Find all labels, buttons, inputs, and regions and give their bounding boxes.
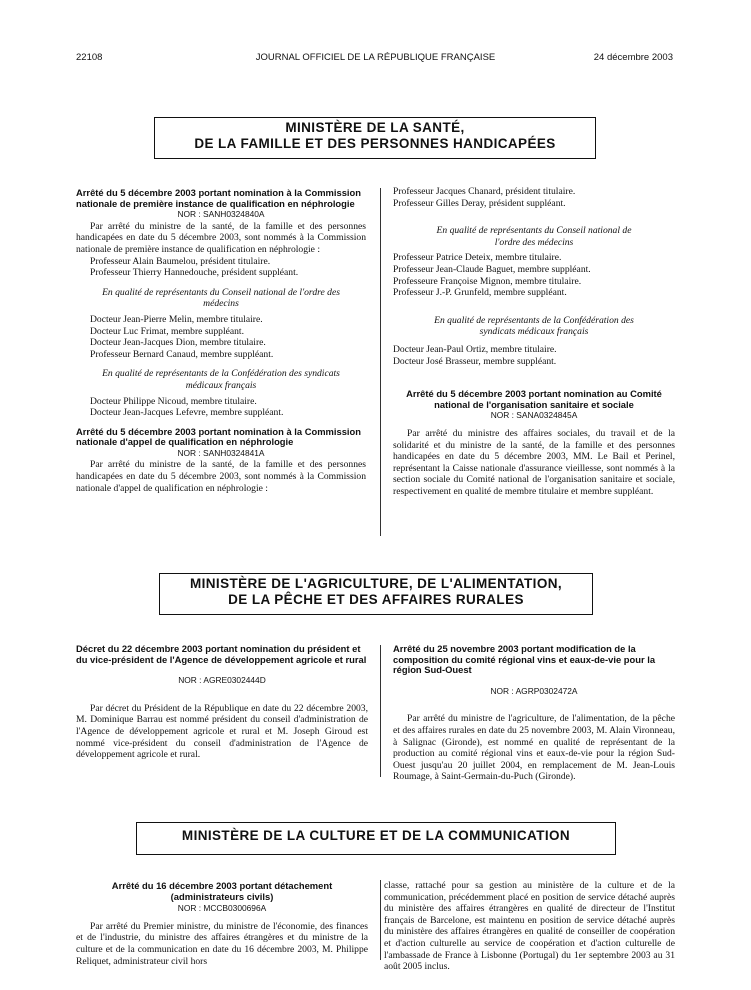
arrete-comite-vins-body: Par arrêté du ministre de l'agriculture, de l'alimentation, de la pêche et des affaires rurales en date du 25 novembre 2003, M. Alain Vironneau, à Salignac (Gironde), est nommé en qualité de représentant de la production au comité régional vins et eaux-de-vie pour la région Sud-Ouest jusqu'au 20 juillet 2004, en remplacement de M. Jean-Louis Roumage, à Saint-Germain-du-Puch (Gironde). <box>393 713 675 783</box>
column-divider <box>380 880 381 960</box>
arrete-2-member: Docteur José Brasseur, membre suppléant. <box>393 355 557 367</box>
arrete-2-member: Professeur J.-P. Grunfeld, membre suppléant. <box>393 287 567 299</box>
arrete-3-body: Par arrêté du ministre des affaires sociales, du travail et de la solidarité et du ministre de la santé, de la famille et des personnes handicapées en date du 5 décembre 2003, MM. Le Bail et Perinel, représentant la Caisse nationale d'assurance vieillesse, sont nommés à la section sociale du Comité national de l'organisation sanitaire et sociale, respectivement en qualité de membre titulaire et membre suppléant. <box>393 427 675 497</box>
arrete-2-member: Professeur Jacques Chanard, président titulaire. <box>393 186 576 197</box>
agriculture-right-column <box>393 644 675 783</box>
agriculture-left-column <box>76 644 368 761</box>
arrete-3-nor: NOR : SANA0324845A <box>490 410 578 421</box>
arrete-1-member: Professeur Alain Baumelou, président titulaire. <box>90 255 271 267</box>
arrete-1-nor: NOR : SANH0324840A <box>177 209 265 220</box>
ministry-sante-line1: MINISTÈRE DE LA SANTÉ, <box>285 120 465 135</box>
ministry-culture-line1: MINISTÈRE DE LA CULTURE ET DE LA COMMUNICATION <box>181 828 571 843</box>
culture-right-column <box>384 880 675 973</box>
ministry-agriculture-line1: MINISTÈRE DE L'AGRICULTURE, DE L'ALIMENTATION, <box>189 576 563 591</box>
arrete-1-member: Docteur Jean-Jacques Lefevre, membre suppléant. <box>90 407 284 419</box>
arrete-2-nor: NOR : SANH0324841A <box>177 447 265 458</box>
sante-right-column <box>393 186 675 497</box>
arrete-3-title: Arrêté du 5 décembre 2003 portant nomination au Comité national de l'organisation sanitaire et sociale <box>406 388 662 410</box>
sante-left-column <box>76 188 366 494</box>
issue-date: 24 décembre 2003 <box>593 52 673 63</box>
arrete-2-title: Arrêté du 5 décembre 2003 portant nomination à la Commission nationale d'appel de qualification en néphrologie <box>76 425 361 448</box>
decret-agence-body: Par décret du Président de la République en date du 22 décembre 2003, M. Dominique Barrau est nommé président du conseil d'administration de l'Agence de développement agricole et rural et M. Joseph Giroud est nommé vice-président du conseil d'administration de l'Agence de développement agricole et rural. <box>76 702 368 761</box>
ministry-culture-box <box>136 822 616 855</box>
arrete-1-member: Professeur Thierry Hannedouche, président suppléant. <box>90 267 299 279</box>
arrete-1-member: Docteur Jean-Pierre Melin, membre titulaire. <box>90 313 263 325</box>
arrete-1-heading: En qualité de représentants de la Confédération des syndicats médicaux français <box>102 368 340 391</box>
arrete-1-member: Docteur Jean-Jacques Dion, membre titulaire. <box>90 337 266 349</box>
culture-left-column <box>76 881 368 967</box>
arrete-detachement-nor: NOR : MCCB0300696A <box>177 903 267 914</box>
arrete-2-member: Professeure Françoise Mignon, membre titulaire. <box>393 275 582 287</box>
arrete-2-member: Professeur Gilles Deray, président suppléant. <box>393 197 566 209</box>
arrete-2-heading: En qualité de représentants du Conseil national de l'ordre des médecins <box>436 225 632 248</box>
arrete-2-member: Professeur Jean-Claude Baguet, membre suppléant. <box>393 263 591 275</box>
ministry-agriculture-box <box>159 573 593 615</box>
arrete-2-member: Docteur Jean-Paul Ortiz, membre titulaire. <box>393 343 557 355</box>
arrete-detachement-body: Par arrêté du Premier ministre, du ministre de l'économie, des finances et de l'industrie, du ministre des affaires étrangères et du ministre de la culture et de la communication en date du 16 décembre 2003, M. Philippe Reliquet, administrateur civil hors <box>76 920 368 967</box>
page-number: 22108 <box>76 52 103 63</box>
arrete-1-heading: En qualité de représentants du Conseil national de l'ordre des médecins <box>102 286 340 310</box>
arrete-detachement-body-continued: classe, rattaché pour sa gestion au ministère de la culture et de la communication, précédemment placé en position de service détaché auprès du ministère des affaires étrangères en qualité de directeur de l'Institut français de Barcelone, est maintenu en position de service détaché auprès du ministère des affaires étrangères en qualité de conseiller de coopération et d'action culturelle au service de coopération et d'action culturelle de l'ambassade de France à Lisbonne (Portugal) du 1er septembre 2003 au 31 août 2005 inclus. <box>384 880 675 973</box>
column-divider <box>380 188 381 536</box>
arrete-1-member: Professeur Bernard Canaud, membre suppléant. <box>90 348 274 360</box>
ministry-sante-box <box>154 117 596 159</box>
arrete-comite-vins-title: Arrêté du 25 novembre 2003 portant modification de la composition du comité régional vins et eaux-de-vie pour la région Sud-Ouest <box>393 643 656 676</box>
arrete-1-body: Par arrêté du ministre de la santé, de la famille et des personnes handicapées en date du 5 décembre 2003, sont nommés à la Commission nationale de première instance de qualification en néphrologie : <box>76 220 366 255</box>
arrete-1-title: Arrêté du 5 décembre 2003 portant nomination à la Commission nationale de première instance de qualification en néphrologie <box>76 187 361 209</box>
arrete-2-member: Professeur Patrice Deteix, membre titulaire. <box>393 252 562 264</box>
arrete-comite-vins-nor: NOR : AGRP0302472A <box>490 685 578 696</box>
journal-title: JOURNAL OFFICIEL DE LA RÉPUBLIQUE FRANÇAISE <box>255 52 496 63</box>
decret-agence-nor: NOR : AGRE0302444D <box>178 675 266 686</box>
ministry-sante-line2: DE LA FAMILLE ET DES PERSONNES HANDICAPÉES <box>194 136 556 151</box>
arrete-1-member: Docteur Luc Frimat, membre suppléant. <box>90 325 244 337</box>
arrete-2-heading: En qualité de représentants de la Confédération des syndicats médicaux français <box>434 314 634 338</box>
ministry-agriculture-line2: DE LA PÊCHE ET DES AFFAIRES RURALES <box>228 592 524 607</box>
arrete-detachement-title: Arrêté du 16 décembre 2003 portant détachement (administrateurs civils) <box>111 880 333 902</box>
column-divider <box>380 645 381 777</box>
arrete-1-member: Docteur Philippe Nicoud, membre titulaire. <box>90 395 257 407</box>
arrete-2-body: Par arrêté du ministre de la santé, de la famille et des personnes handicapées en date du 5 décembre 2003, sont nommés à la Commission nationale d'appel de qualification en néphrologie : <box>76 459 366 494</box>
decret-agence-title: Décret du 22 décembre 2003 portant nomination du président et du vice-président de l'Agence de développement agricole et rural <box>76 643 367 665</box>
